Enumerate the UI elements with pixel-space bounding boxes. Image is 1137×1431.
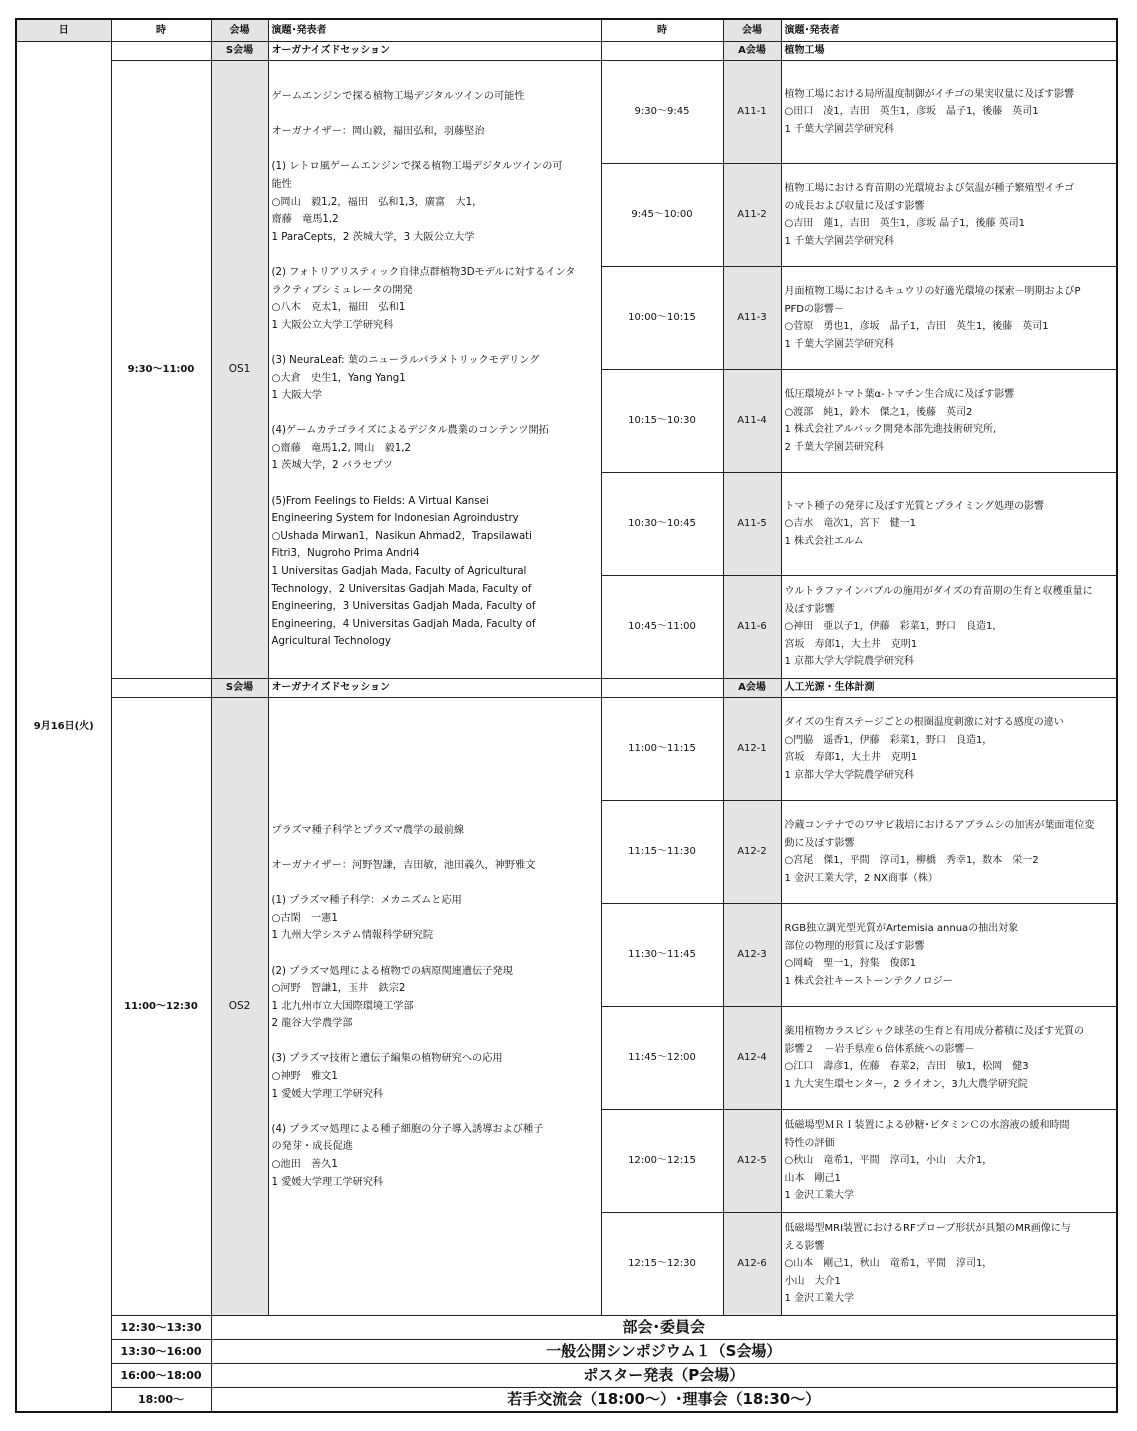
talk-line: PFDの影響－ [784, 303, 844, 315]
os-text-line: ○大倉 史生1，Yang Yang1 [271, 372, 406, 384]
os-text-line: 1 北九州市立大国際環境工学部 [271, 1000, 414, 1012]
talk-line: 小山 大介1 [784, 1275, 841, 1287]
talk-line: 1 株式会社キーストーンテクノロジー [784, 975, 953, 987]
os-spacer [272, 839, 598, 857]
talk-presentation [781, 164, 1117, 267]
talk-line: 及ぼす影響 [784, 603, 835, 615]
talk-line: ○田口 凌1，吉田 英生1，彦坂 晶子1，後藤 英司1 [784, 106, 1039, 118]
event-title: 若手交流会（18:00～）･理事会（18:30～） [211, 1388, 1117, 1413]
talk-line: の成長および収量に及ぼす影響 [784, 200, 925, 212]
header-venue-2: 会場 [723, 19, 781, 42]
session-header-row [16, 679, 1117, 698]
header-time: 時 [111, 19, 211, 42]
talk-line: 山本 剛己1 [784, 1172, 841, 1184]
talk-code: A12-2 [723, 801, 781, 904]
os-text-line: ○河野 智謙1，玉井 鉄宗2 [271, 983, 406, 995]
talk-time: 12:15～12:30 [601, 1213, 723, 1316]
talk-time: 10:00～10:15 [601, 267, 723, 370]
empty-time-cell [601, 679, 723, 698]
os-text-line: Fitri3，Nugroho Prima Andri4 [271, 548, 420, 560]
os-text-line: 齋藤 竜馬1,2 [271, 214, 339, 226]
talk-line: ウルトラファインバブルの施用がダイズの育苗期の生育と収穫重量に [784, 586, 1093, 598]
event-row [16, 1340, 1117, 1364]
event-row [16, 1316, 1117, 1340]
os-spacer [272, 945, 598, 963]
schedule-table [15, 18, 1118, 1413]
s-session-label: オーガナイズドセッション [268, 42, 601, 61]
talk-code: A11-1 [723, 61, 781, 164]
talk-line: 1 株式会社エルム [784, 535, 864, 547]
talk-time: 11:45～12:00 [601, 1007, 723, 1110]
talk-code: A11-4 [723, 370, 781, 473]
os-text-line: ゲームエンジンで探る植物工場デジタルツインの可能性 [271, 91, 525, 102]
os-spacer [272, 106, 598, 124]
os-spacer [272, 246, 598, 264]
organized-session-description [268, 61, 601, 679]
talk-line: 1 金沢工業大学，2 NX商事（株） [784, 872, 938, 884]
os-text-line: ○岡山 毅1,2，福田 弘和1,3，廣富 大1， [271, 196, 483, 208]
os-text-line: (2) フォトリアリスティック自律点群植物3Dモデルに対するインタ [271, 266, 576, 278]
talk-time: 11:30～11:45 [601, 904, 723, 1007]
os-spacer [272, 1103, 598, 1121]
talk-presentation [781, 267, 1117, 370]
os-text-line: 能性 [271, 178, 292, 190]
a-session-label: 人工光源・生体計測 [781, 679, 1117, 698]
talk-time: 11:15～11:30 [601, 801, 723, 904]
organized-session-description [268, 698, 601, 1316]
os-text-line: 1 茨城大学，2 パラセプツ [271, 460, 393, 472]
talk-code: A11-5 [723, 473, 781, 576]
empty-time-cell [111, 679, 211, 698]
talk-code: A12-3 [723, 904, 781, 1007]
talk-line: 1 金沢工業大学 [784, 1190, 855, 1202]
os-spacer [272, 141, 598, 159]
talk-line: 1 京都大学大学院農学研究科 [784, 656, 915, 668]
os-spacer [272, 405, 598, 423]
talk-line: ○吉水 竜次1，宮下 健一1 [784, 518, 916, 530]
os-text-line: (1) レトロ風ゲームエンジンで探る植物工場デジタルツインの可 [271, 161, 563, 173]
os-code: OS2 [211, 698, 268, 1316]
talk-presentation [781, 1110, 1117, 1213]
header-title-presenter-2: 演題･発表者 [781, 19, 1117, 42]
talk-row [16, 698, 1117, 801]
os-spacer [272, 475, 598, 493]
talk-presentation [781, 61, 1117, 164]
talk-presentation [781, 1213, 1117, 1316]
os-text-line: ○池田 善久1 [271, 1159, 338, 1171]
talk-time: 11:00～11:15 [601, 698, 723, 801]
os-text-line: Engineering，4 Universitas Gadjah Mada, Faculty of [271, 618, 536, 630]
os-spacer [272, 1033, 598, 1051]
os-text-line: Agricultural Technology [271, 636, 391, 648]
talk-line: 月面植物工場におけるキュウリの好適光環境の探索－明期およびP [784, 286, 1081, 297]
a-venue-label: A会場 [723, 42, 781, 61]
talk-line: ○秋山 竜希1，平間 淳司1，小山 大介1， [784, 1155, 993, 1167]
event-row [16, 1364, 1117, 1388]
talk-line: 低圧環境がトマト葉α-トマチン生合成に及ぼす影響 [784, 389, 1015, 400]
date-cell: 9月16日(火) [16, 42, 111, 1413]
os-text-block [272, 88, 598, 651]
header-day: 日 [16, 19, 111, 42]
s-venue-label: S会場 [211, 679, 268, 698]
os-text-line: (2) プラズマ処理による植物での病原関連遺伝子発現 [271, 965, 513, 977]
talk-time: 9:30～9:45 [601, 61, 723, 164]
talk-line: 部位の物理的形質に及ぼす影響 [784, 940, 925, 952]
os-text-line: 1 Universitas Gadjah Mada, Faculty of Agricultural [271, 566, 527, 578]
talk-presentation [781, 801, 1117, 904]
os-text-line: ○八木 克太1，福田 弘和1 [271, 302, 406, 314]
os-text-block [272, 822, 598, 1191]
session-time: 11:00～12:30 [111, 698, 211, 1316]
event-row [16, 1388, 1117, 1413]
talk-presentation [781, 473, 1117, 576]
os-text-line: 1 大阪大学 [271, 390, 322, 402]
os-text-line: ○齋藤 竜馬1,2, 岡山 毅1,2 [271, 442, 411, 454]
talk-presentation [781, 370, 1117, 473]
talk-line: ○宮尾 傑1，平間 淳司1，柳橋 秀幸1，数本 栄一2 [784, 855, 1039, 866]
os-text-line: 1 大阪公立大学工学研究科 [271, 319, 394, 331]
talk-line: 1 九大実生環センター，2 ライオン，3九大農学研究院 [784, 1078, 1028, 1090]
talk-time: 12:00～12:15 [601, 1110, 723, 1213]
empty-time-cell [111, 42, 211, 61]
talk-line: 薬用植物カラスビシャク球茎の生育と有用成分蓄積に及ぼす光質の [784, 1026, 1084, 1037]
os-text-line: (4)ゲームカテゴライズによるデジタル農業のコンテンツ開拓 [271, 425, 549, 437]
talk-code: A12-6 [723, 1213, 781, 1316]
talk-code: A12-4 [723, 1007, 781, 1110]
talk-line: 冷蔵コンテナでのワサビ栽培におけるアブラムシの加害が葉面電位変 [784, 820, 1095, 831]
os-code: OS1 [211, 61, 268, 679]
empty-time-cell [601, 42, 723, 61]
talk-presentation [781, 576, 1117, 679]
event-time: 12:30～13:30 [111, 1316, 211, 1340]
event-time: 13:30～16:00 [111, 1340, 211, 1364]
talk-line: ○渡部 純1，鈴木 傑之1，後藤 英司2 [784, 406, 973, 418]
talk-line: 1 金沢工業大学 [784, 1293, 855, 1305]
header-venue: 会場 [211, 19, 268, 42]
talk-line: ○神田 亜以子1，伊藤 彩菜1，野口 良造1， [784, 621, 1003, 633]
talk-code: A12-5 [723, 1110, 781, 1213]
talk-line: 1 株式会社アルバック開発本部先進技術研究所, [784, 424, 997, 435]
os-text-line: Engineering，3 Universitas Gadjah Mada, Faculty of [271, 601, 536, 613]
os-text-line: ○古閑 一憲1 [271, 912, 338, 924]
os-text-line: ラクティブシミュレータの開発 [271, 284, 413, 296]
talk-code: A12-1 [723, 698, 781, 801]
talk-time: 10:45～11:00 [601, 576, 723, 679]
talk-line: ダイズの生育ステージごとの根圏温度刺激に対する感度の違い [784, 717, 1064, 728]
talk-row [16, 61, 1117, 164]
talk-line: 1 千葉大学園芸学研究科 [784, 338, 895, 350]
os-spacer [272, 334, 598, 352]
talk-line: ○門脇 遥香1，伊藤 彩菜1，野口 良造1， [784, 734, 993, 746]
a-session-label: 植物工場 [781, 42, 1117, 61]
talk-time: 10:15～10:30 [601, 370, 723, 473]
talk-code: A11-3 [723, 267, 781, 370]
os-text-line: (1) プラズマ種子科学：メカニズムと応用 [271, 895, 462, 907]
header-title-presenter: 演題･発表者 [268, 19, 601, 42]
os-text-line: ○神野 雅文1 [271, 1071, 338, 1083]
session-time: 9:30～11:00 [111, 61, 211, 679]
os-text-line: (5)From Feelings to Fields: A Virtual Kansei [271, 495, 489, 507]
s-venue-label: S会場 [211, 42, 268, 61]
talk-line: 低磁場型MRI装置におけるRFプローブ形状が具類のMR画像に与 [784, 1223, 1071, 1235]
os-text-line: プラズマ種子科学とプラズマ農学の最前線 [271, 824, 465, 836]
talk-line: 影響２ －岩手県産６倍体系統への影響－ [784, 1043, 975, 1055]
os-spacer [272, 875, 598, 893]
session-header-row [16, 42, 1117, 61]
os-text-line: 2 龍谷大学農学部 [271, 1018, 353, 1030]
os-text-line: ○Ushada Mirwan1，Nasikun Ahmad2，Trapsilawati [271, 530, 533, 542]
talk-presentation [781, 698, 1117, 801]
talk-code: A11-6 [723, 576, 781, 679]
talk-code: A11-2 [723, 164, 781, 267]
event-title: ポスター発表（P会場） [211, 1364, 1117, 1388]
event-time: 16:00～18:00 [111, 1364, 211, 1388]
os-text-line: Engineering System for Indonesian Agroindustry [271, 513, 519, 525]
talk-line: 1 千葉大学園芸学研究科 [784, 123, 895, 135]
talk-line: 植物工場における育苗期の光環境および気温が種子繁殖型イチゴ [784, 183, 1075, 194]
os-text-line: オーガナイザー：岡山毅，福田弘和，羽藤堅治 [271, 126, 485, 138]
os-text-line: (4) プラズマ処理による種子細胞の分子導入誘導および種子 [271, 1123, 544, 1135]
event-time: 18:00～ [111, 1388, 211, 1413]
os-text-line: 1 九州大学システム情報科学研究院 [271, 930, 434, 942]
os-text-line: の発芽・成長促進 [271, 1141, 353, 1153]
talk-time: 10:30～10:45 [601, 473, 723, 576]
talk-line: ○山本 剛己1，秋山 竜希1，平間 淳司1， [784, 1258, 993, 1270]
os-text-line: 1 愛媛大学理工学研究科 [271, 1088, 384, 1100]
talk-line: 1 京都大学大学院農学研究科 [784, 769, 915, 781]
s-session-label: オーガナイズドセッション [268, 679, 601, 698]
os-text-line: 1 愛媛大学理工学研究科 [271, 1176, 384, 1188]
talk-presentation [781, 1007, 1117, 1110]
talk-time: 9:45～10:00 [601, 164, 723, 267]
os-text-line: Technology，2 Universitas Gadjah Mada, Faculty of [271, 583, 532, 595]
talk-line: 特性の評価 [784, 1137, 835, 1149]
talk-line: ○菅原 勇也1，彦坂 晶子1，吉田 英生1，後藤 英司1 [784, 321, 1049, 332]
event-title: 部会･委員会 [211, 1316, 1117, 1340]
os-text-line: 1 ParaCepts，2 茨城大学，3 大阪公立大学 [271, 231, 475, 243]
talk-line: RGB独立調光型光質がArtemisia annuaの抽出対象 [784, 923, 1019, 934]
talk-line: 宮坂 寿郎1，大土井 克明1 [784, 752, 918, 763]
talk-line: える影響 [784, 1240, 825, 1252]
header-row [16, 19, 1117, 42]
talk-line: ○岡崎 聖一1，狩集 俊郎1 [784, 958, 916, 969]
talk-line: ○江口 壽彦1，佐藤 春菜2，吉田 敏1，松岡 健3 [784, 1061, 1029, 1072]
talk-line: 植物工場における局所温度制御がイチゴの果実収量に及ぼす影響 [784, 88, 1075, 100]
os-text-line: (3) NeuraLeaf: 葉のニューラルパラメトリックモデリング [271, 354, 540, 366]
talk-presentation [781, 904, 1117, 1007]
talk-line: トマト種子の発芽に及ぼす光質とプライミング処理の影響 [784, 500, 1044, 512]
talk-line: 1 千葉大学園芸学研究科 [784, 235, 895, 247]
event-title: 一般公開シンポジウム１（S会場） [211, 1340, 1117, 1364]
talk-line: 動に及ぼす影響 [784, 837, 855, 849]
talk-line: 宮坂 寿郎1，大土井 克明1 [784, 638, 918, 650]
os-text-line: (3) プラズマ技術と遺伝子編集の植物研究への応用 [271, 1053, 503, 1065]
talk-line: 低磁場型ＭＲＩ装置による砂糖･ビタミンＣの水溶液の緩和時間 [784, 1120, 1070, 1132]
a-venue-label: A会場 [723, 679, 781, 698]
talk-line: 2 千葉大学園芸研究科 [784, 441, 885, 453]
talk-line: ○吉田 蓮1，吉田 英生1，彦坂 晶子1，後藤 英司1 [784, 218, 1026, 229]
os-text-line: オーガナイザー：河野智謙，吉田敏，池田義久，神野雅文 [271, 859, 536, 871]
header-time-2: 時 [601, 19, 723, 42]
